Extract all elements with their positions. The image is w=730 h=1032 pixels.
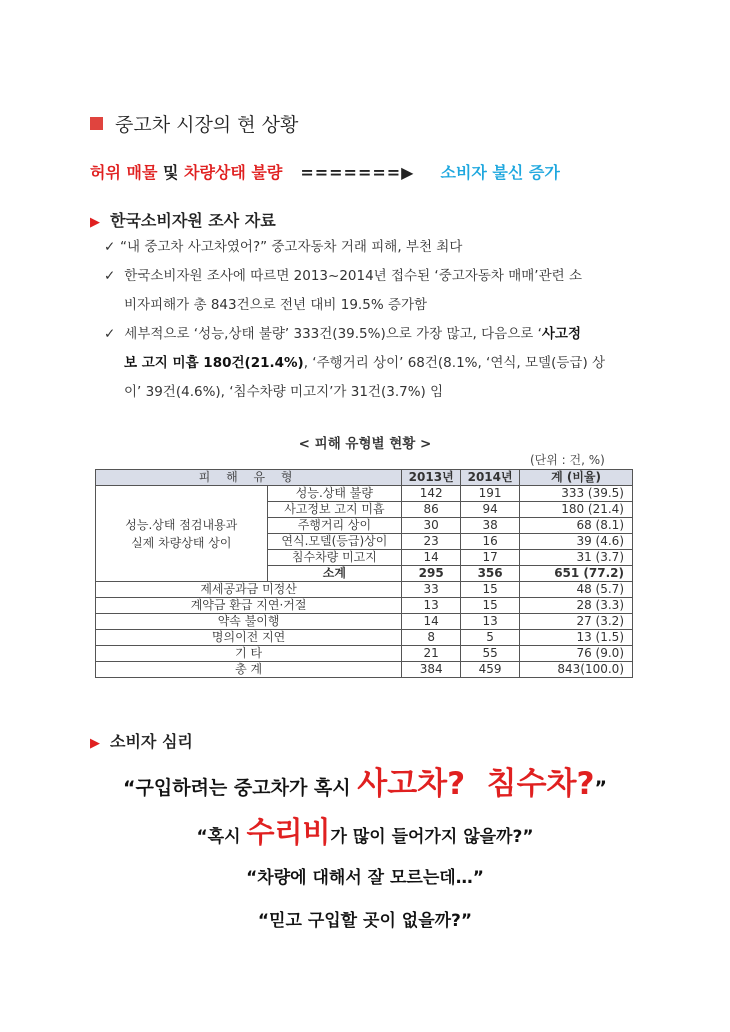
bullet-list [104, 233, 644, 407]
table-cell: 총 계 [96, 662, 402, 678]
table-cell: 31 (3.7) [520, 550, 633, 566]
table-cell: 333 (39.5) [520, 486, 633, 502]
quote-text: 가 많이 들어가지 않을까?” [330, 827, 534, 847]
table-row [96, 630, 633, 646]
table-cell: 13 [402, 598, 461, 614]
section-title-survey-text: 한국소비자원 조사 자료 [110, 211, 276, 230]
table-cell: 14 [402, 614, 461, 630]
bullet-item-continuation [104, 349, 644, 378]
bullet-bold-text: 사고정 [541, 326, 582, 342]
bullet-text: , ‘주행거리 상이’ 68건(8.1%, ‘연식, 모델(등급) 상 [303, 355, 606, 371]
table-cell: 17 [461, 550, 520, 566]
bullet-text: 이’ 39건(4.6%), ‘침수차량 미고지’가 31건(3.7%) 임 [124, 384, 444, 400]
table-cell: 39 (4.6) [520, 534, 633, 550]
table-cell: 68 (8.1) [520, 518, 633, 534]
table-row [96, 486, 633, 502]
square-bullet-icon [90, 117, 103, 130]
table-header-row [96, 470, 633, 486]
headline [90, 160, 560, 183]
table-cell: 사고정보 고지 미흡 [267, 502, 402, 518]
group-label-cell [96, 486, 268, 582]
bullet-item [104, 320, 644, 349]
table-cell: 191 [461, 486, 520, 502]
table-cell: 8 [402, 630, 461, 646]
table-header: 피 해 유 형 [96, 470, 402, 486]
quote-emphasis: 수리비 [246, 815, 331, 849]
table-unit: (단위 : 건, %) [530, 453, 605, 467]
bullet-text: 세부적으로 ‘성능,상태 불량’ 333건(39.5%)으로 가장 많고, 다음으로 ‘ [124, 326, 542, 342]
table-cell: 명의이전 지연 [96, 630, 402, 646]
page-heading [90, 110, 298, 137]
page-heading-text: 중고차 시장의 현 상황 [115, 114, 299, 136]
table-cell: 86 [402, 502, 461, 518]
table-total-row [96, 662, 633, 678]
table-row [96, 646, 633, 662]
table-cell: 21 [402, 646, 461, 662]
table-cell: 180 (21.4) [520, 502, 633, 518]
table-header: 2013년 [402, 470, 461, 486]
table-cell: 48 (5.7) [520, 582, 633, 598]
headline-part2: 차량상태 불량 [184, 163, 283, 182]
table-cell: 주행거리 상이 [267, 518, 402, 534]
section-title-psychology-text: 소비자 심리 [110, 732, 193, 751]
table-cell: 소계 [267, 566, 402, 582]
table-cell: 기 타 [96, 646, 402, 662]
table-cell: 13 [461, 614, 520, 630]
group-label: 성능.상태 점검내용과 [125, 517, 238, 532]
table-row [96, 598, 633, 614]
section-title-survey [90, 208, 276, 231]
table-row [96, 614, 633, 630]
quote-text: “혹시 [196, 827, 247, 847]
quote-emphasis: 사고차? 침수차? [357, 766, 595, 802]
bullet-text: 한국소비자원 조사에 따르면 2013~2014년 접수된 ‘중고자동차 매매’관련 소 [124, 268, 583, 284]
table-cell: 94 [461, 502, 520, 518]
bullet-bold-text: 보 고지 미흡 180건(21.4%) [124, 355, 304, 371]
triangle-marker-icon: ▶ [90, 736, 100, 751]
group-label: 실제 차량상태 상이 [131, 535, 232, 550]
table-cell: 14 [402, 550, 461, 566]
bullet-item [104, 262, 644, 291]
table-cell: 연식.모델(등급)상이 [267, 534, 402, 550]
quote-2 [0, 810, 730, 859]
check-icon: ✓ [104, 326, 116, 342]
quote-4: “믿고 구입할 곳이 없을까?” [257, 911, 473, 931]
table-cell: 27 (3.2) [520, 614, 633, 630]
table-cell: 384 [402, 662, 461, 678]
table-cell: 5 [461, 630, 520, 646]
bullet-text: “내 중고차 사고차였어?” 중고자동차 거래 피해, 부천 최다 [120, 239, 463, 255]
table-cell: 15 [461, 598, 520, 614]
quote-text: ” [594, 777, 607, 799]
table-row [96, 582, 633, 598]
check-icon: ✓ [104, 239, 116, 255]
table-header: 2014년 [461, 470, 520, 486]
section-title-psychology [90, 729, 193, 752]
table-cell: 계약금 환급 지연·거절 [96, 598, 402, 614]
table-cell: 23 [402, 534, 461, 550]
table-cell: 76 (9.0) [520, 646, 633, 662]
table-cell: 15 [461, 582, 520, 598]
bullet-item-continuation [104, 378, 644, 407]
table-cell: 843(100.0) [520, 662, 633, 678]
headline-arrow: =======▶ [300, 163, 415, 182]
table-cell: 16 [461, 534, 520, 550]
table-cell: 제세공과금 미정산 [96, 582, 402, 598]
check-icon: ✓ [104, 268, 116, 284]
table-cell: 33 [402, 582, 461, 598]
table-title: < 피해 유형별 현황 > [298, 436, 432, 452]
damage-type-table [95, 469, 633, 678]
table-cell: 30 [402, 518, 461, 534]
bullet-text: 비자피해가 총 843건으로 전년 대비 19.5% 증가함 [124, 297, 428, 313]
quote-1 [0, 762, 730, 810]
table-cell: 38 [461, 518, 520, 534]
table-cell: 356 [461, 566, 520, 582]
table-cell: 459 [461, 662, 520, 678]
headline-result: 소비자 불신 증가 [440, 163, 560, 182]
bullet-item-continuation [104, 291, 644, 320]
table-cell: 651 (77.2) [520, 566, 633, 582]
triangle-marker-icon: ▶ [90, 215, 100, 230]
quote-3: “차량에 대해서 잘 모르는데…” [246, 868, 484, 888]
table-cell: 성능.상태 불량 [267, 486, 402, 502]
headline-and: 및 [157, 163, 185, 182]
table-cell: 침수차량 미고지 [267, 550, 402, 566]
table-cell: 13 (1.5) [520, 630, 633, 646]
bullet-item [104, 233, 644, 262]
table-header: 계 (비율) [520, 470, 633, 486]
table-cell: 295 [402, 566, 461, 582]
table-cell: 약속 불이행 [96, 614, 402, 630]
table-cell: 28 (3.3) [520, 598, 633, 614]
table-cell: 142 [402, 486, 461, 502]
headline-part1: 허위 매물 [90, 163, 158, 182]
table-cell: 55 [461, 646, 520, 662]
quote-text: “구입하려는 중고차가 혹시 [123, 777, 358, 799]
